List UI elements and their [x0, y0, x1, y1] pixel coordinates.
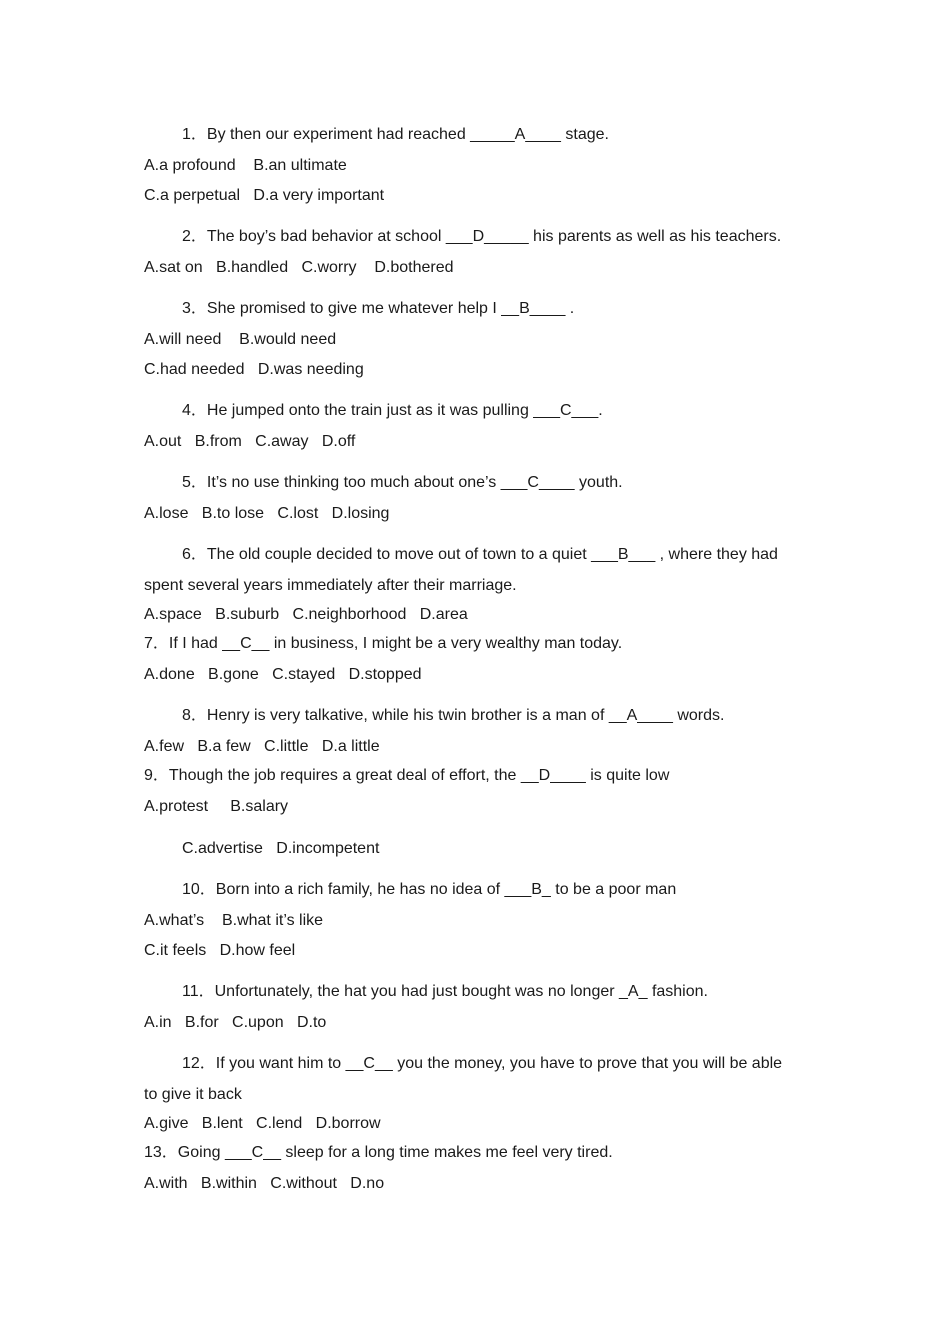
question-6-stem: 6．The old couple decided to move out of town to a quiet ___B___ , where they had — [182, 546, 778, 563]
question-9-options-line-1: A.protest B.salary — [144, 798, 289, 815]
question-3-stem: 3．She promised to give me whatever help I __B____ . — [182, 300, 575, 317]
question-2-options: A.sat on B.handled C.worry D.bothered — [144, 259, 454, 276]
question-6-stem-continued: spent several years immediately after their marriage. — [144, 577, 517, 594]
question-10-options-line-1: A.what’s B.what it’s like — [144, 912, 324, 929]
question-12-stem-continued: to give it back — [144, 1086, 242, 1103]
question-10-stem: 10．Born into a rich family, he has no idea of ___B_ to be a poor man — [182, 881, 677, 898]
question-5-options: A.lose B.to lose C.lost D.losing — [144, 505, 390, 522]
question-8-options: A.few B.a few C.little D.a little — [144, 738, 380, 755]
question-11-stem: 11．Unfortunately, the hat you had just bought was no longer _A_ fashion. — [182, 983, 708, 1000]
question-4-stem: 4．He jumped onto the train just as it was pulling ___C___. — [182, 402, 603, 419]
question-13-stem: 13．Going ___C__ sleep for a long time makes me feel very tired. — [144, 1144, 613, 1161]
question-8-stem: 8．Henry is very talkative, while his twin brother is a man of __A____ words. — [182, 707, 725, 724]
question-9-options-line-2: C.advertise D.incompetent — [182, 840, 380, 857]
question-1-options-line-1: A.a profound B.an ultimate — [144, 157, 347, 174]
question-6-options: A.space B.suburb C.neighborhood D.area — [144, 606, 468, 623]
question-11-options: A.in B.for C.upon D.to — [144, 1014, 327, 1031]
question-5-stem: 5．It’s no use thinking too much about one’s ___C____ youth. — [182, 474, 623, 491]
question-2-stem: 2．The boy’s bad behavior at school ___D_____ his parents as well as his teachers. — [182, 228, 782, 245]
question-12-stem: 12．If you want him to __C__ you the money, you have to prove that you will be able — [182, 1055, 783, 1072]
question-10-options-line-2: C.it feels D.how feel — [144, 942, 296, 959]
question-7-stem: 7．If I had __C__ in business, I might be a very wealthy man today. — [144, 635, 623, 652]
question-13-options: A.with B.within C.without D.no — [144, 1175, 385, 1192]
question-4-options: A.out B.from C.away D.off — [144, 433, 356, 450]
question-12-options: A.give B.lent C.lend D.borrow — [144, 1115, 381, 1132]
question-1-options-line-2: C.a perpetual D.a very important — [144, 187, 385, 204]
question-1-stem: 1．By then our experiment had reached _____A____ stage. — [182, 126, 609, 143]
question-3-options-line-2: C.had needed D.was needing — [144, 361, 364, 378]
question-7-options: A.done B.gone C.stayed D.stopped — [144, 666, 422, 683]
question-3-options-line-1: A.will need B.would need — [144, 331, 337, 348]
question-9-stem: 9．Though the job requires a great deal of effort, the __D____ is quite low — [144, 767, 670, 784]
